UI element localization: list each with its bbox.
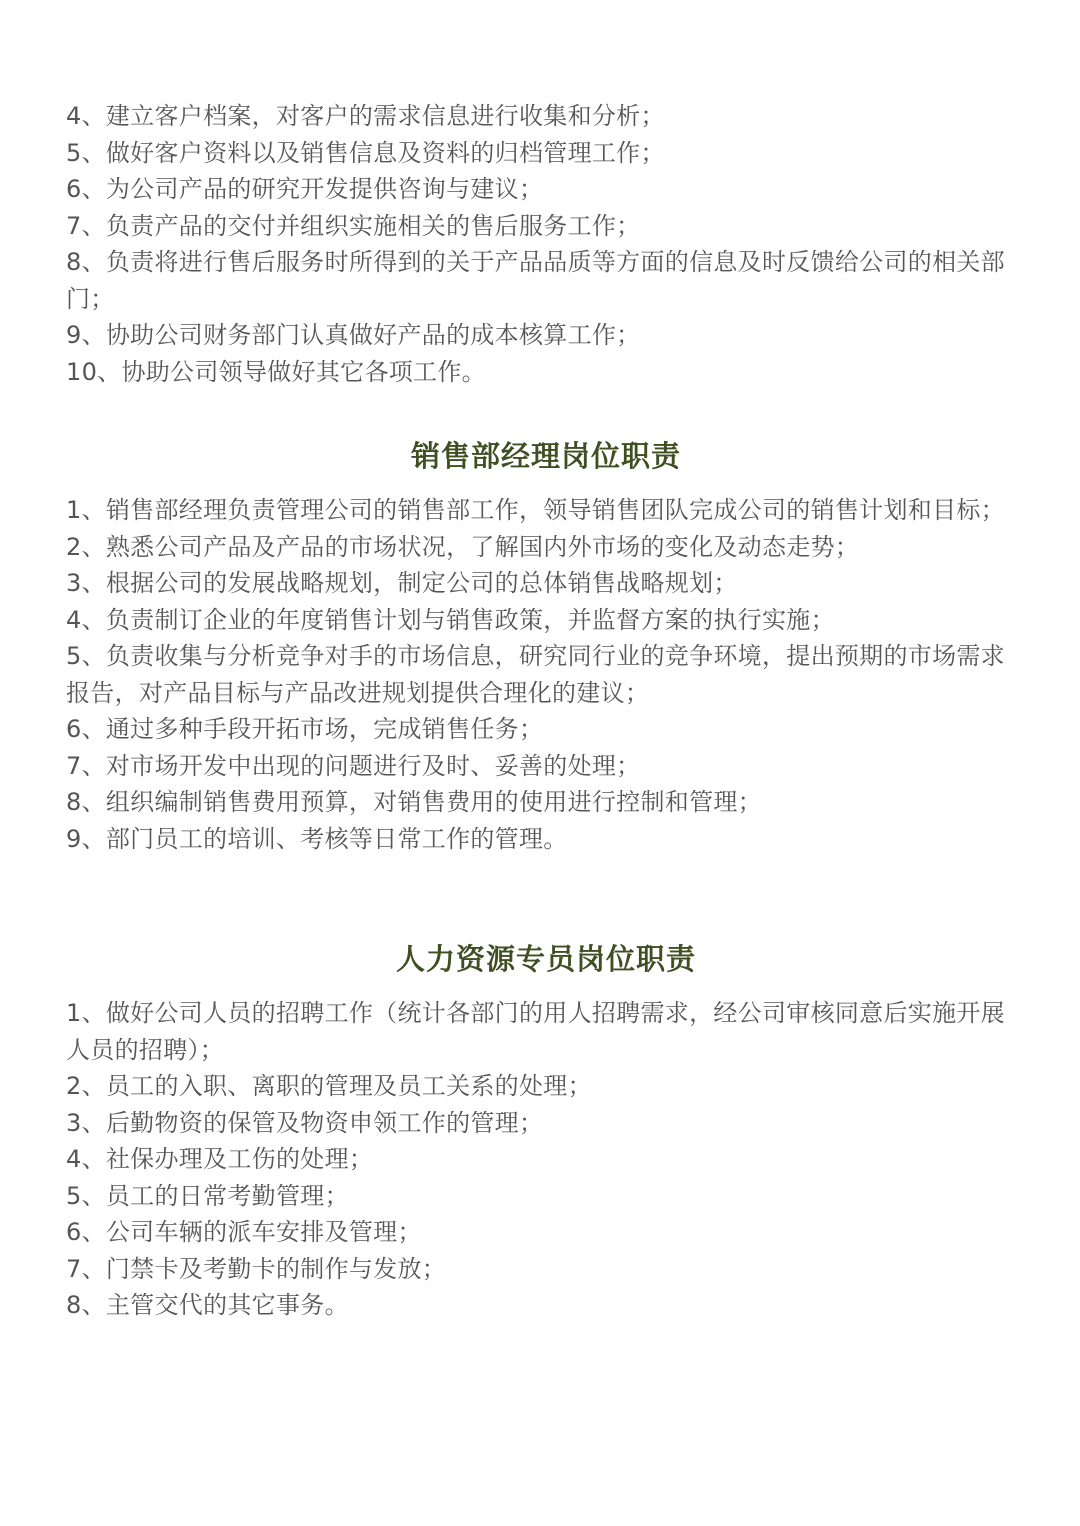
sales-manager-section-title: 销售部经理岗位职责: [410, 439, 681, 473]
hr-specialist-section-title: 人力资源专员岗位职责: [395, 942, 696, 976]
list-item: 7、负责产品的交付并组织实施相关的售后服务工作；: [66, 211, 641, 240]
list-item: 8、负责将进行售后服务时所得到的关于产品品质等方面的信息及时反馈给公司的相关部门；: [66, 248, 1005, 313]
list-item: 4、建立客户档案，对客户的需求信息进行收集和分析；: [66, 102, 665, 130]
intro-duty-list: [66, 98, 1026, 390]
list-item: 4、社保办理及工伤的处理；: [66, 1145, 374, 1173]
list-item: 3、根据公司的发展战略规划，制定公司的总体销售战略规划；: [66, 569, 738, 597]
list-item: 6、公司车辆的派车安排及管理；: [66, 1218, 422, 1246]
list-item: 1、销售部经理负责管理公司的销售部工作，领导销售团队完成公司的销售计划和目标；: [66, 496, 1005, 524]
list-item: 4、负责制订企业的年度销售计划与销售政策，并监督方案的执行实施；: [66, 605, 835, 634]
sales-manager-duty-list: [66, 492, 1026, 857]
list-item: 6、为公司产品的研究开发提供咨询与建议；: [66, 175, 544, 203]
list-item: 1、做好公司人员的招聘工作（统计各部门的用人招聘需求，经公司审核同意后实施开展人员的招聘）；: [66, 999, 1005, 1064]
list-item: 9、部门员工的培训、考核等日常工作的管理。: [66, 824, 568, 853]
list-item: 7、对市场开发中出现的问题进行及时、妥善的处理；: [66, 751, 641, 780]
document-page: [66, 98, 1026, 1324]
list-item: 2、员工的入职、离职的管理及员工关系的处理；: [66, 1072, 592, 1100]
list-item: 7、门禁卡及考勤卡的制作与发放；: [66, 1254, 447, 1283]
list-item: 5、员工的日常考勤管理；: [66, 1181, 349, 1210]
list-item: 2、熟悉公司产品及产品的市场状况，了解国内外市场的变化及动态走势；: [66, 532, 860, 561]
list-item: 10、协助公司领导做好其它各项工作。: [66, 357, 486, 386]
list-item: 5、负责收集与分析竞争对手的市场信息，研究同行业的竞争环境，提出预期的市场需求报告，对产品目标与产品改进规划提供合理化的建议；: [66, 642, 1005, 707]
hr-specialist-duty-list: [66, 995, 1026, 1324]
list-item: 8、组织编制销售费用预算，对销售费用的使用进行控制和管理；: [66, 788, 762, 816]
list-item: 3、后勤物资的保管及物资申领工作的管理；: [66, 1108, 544, 1137]
list-item: 5、做好客户资料以及销售信息及资料的归档管理工作；: [66, 138, 665, 167]
list-item: 9、协助公司财务部门认真做好产品的成本核算工作；: [66, 321, 641, 349]
list-item: 8、主管交代的其它事务。: [66, 1291, 349, 1319]
list-item: 6、通过多种手段开拓市场，完成销售任务；: [66, 715, 544, 743]
